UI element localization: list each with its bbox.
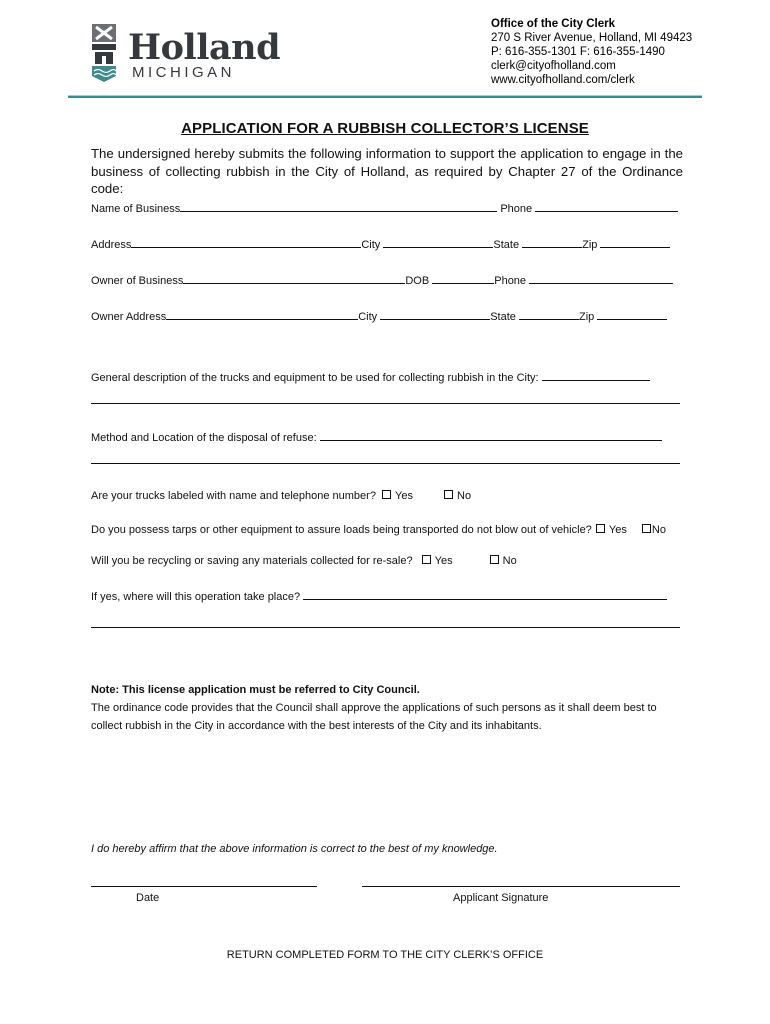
note-text: The ordinance code provides that the Council shall approve the applications of such persons as it shall deem best to collect rubbish in the City in accordance with the best interests of the City and its inhabitants. [91,702,657,732]
owner-address-label: Owner Address [91,311,167,323]
recycling-yes-option[interactable] [422,554,453,568]
city-label: City [361,239,381,251]
business-row [91,200,681,216]
labeled-question: Are your trucks labeled with name and telephone number? [91,490,376,502]
tarps-no-option[interactable] [642,523,666,537]
note-label: Note: This license application must be referred to City Council. [91,684,420,696]
phone-label: Phone [500,203,533,215]
owner-address-row [91,308,681,324]
owner-zip-label: Zip [578,311,595,323]
dob-field[interactable] [432,272,494,284]
owner-of-business-label: Owner of Business [91,275,184,287]
tarps-question: Do you possess tarps or other equipment to assure loads being transported do not blow out of vehicle? [91,524,592,536]
phone-field[interactable] [535,200,678,212]
owner-of-business-field[interactable] [183,272,405,284]
disposal-field[interactable] [320,429,662,441]
recycling-yes-checkbox[interactable] [422,555,431,564]
dob-label: DOB [405,275,430,287]
tarps-yes-label: Yes [608,524,627,536]
state-field[interactable] [522,236,582,248]
logo-wordmark: Holland [128,27,281,68]
recycling-yes-label: Yes [434,555,453,567]
trucks-description-row [91,369,681,385]
owner-city-field[interactable] [380,308,490,320]
where-label: If yes, where will this operation take place? [91,591,301,603]
owner-zip-field[interactable] [597,308,667,320]
owner-phone-label: Phone [494,275,527,287]
owner-city-label: City [358,311,378,323]
office-website[interactable]: www.cityofholland.com/clerk [491,74,635,86]
state-label: State [493,239,520,251]
labeled-no-checkbox[interactable] [444,490,453,499]
labeled-yes-checkbox[interactable] [382,490,391,499]
address-label: Address [91,239,132,251]
footer-instruction: RETURN COMPLETED FORM TO THE CITY CLERK’S OFFICE [226,949,544,961]
labeled-no-label: No [457,490,472,502]
office-address: 270 S River Avenue, Holland, MI 49423 [491,32,693,44]
tarps-yes-checkbox[interactable] [596,524,605,533]
recycling-question-row [91,554,681,568]
name-of-business-label: Name of Business [91,203,181,215]
owner-row [91,272,681,288]
trucks-description-line-2[interactable] [91,403,680,404]
disposal-row [91,429,681,445]
affirmation-text: I do hereby affirm that the above information is correct to the best of my knowledge. [91,843,498,855]
where-field[interactable] [303,588,667,600]
owner-state-label: State [490,311,516,323]
labeled-question-row [91,489,681,503]
city-field[interactable] [383,236,493,248]
form-title: APPLICATION FOR A RUBBISH COLLECTOR’S LICENSE [181,120,589,137]
zip-label: Zip [582,239,598,251]
signature-line[interactable] [362,886,680,887]
zip-field[interactable] [600,236,670,248]
recycling-no-option[interactable] [490,554,517,568]
disposal-line-2[interactable] [91,463,680,464]
labeled-yes-option[interactable] [382,489,413,503]
office-phone-fax: P: 616-355-1301 F: 616-355-1490 [491,46,665,58]
owner-address-field[interactable] [166,308,358,320]
date-line[interactable] [91,886,317,887]
office-contact-block [491,17,692,87]
recycling-no-checkbox[interactable] [490,555,499,564]
office-email[interactable]: clerk@cityofholland.com [491,60,616,72]
trucks-description-field[interactable] [542,369,650,381]
header-divider [68,95,702,98]
tarps-no-label: No [651,524,666,536]
address-field[interactable] [131,236,361,248]
owner-state-field[interactable] [519,308,579,320]
labeled-no-option[interactable] [444,489,471,503]
tarps-question-row [91,523,681,537]
note-block [91,681,691,735]
name-of-business-field[interactable] [180,200,497,212]
intro-paragraph: The undersigned hereby submits the following information to support the application to engage in the business of collecting rubbish in the City of Holland, as required by Chapter 27 of the Ordinance code: [91,146,683,196]
recycling-question: Will you be recycling or saving any materials collected for re-sale? [91,555,413,567]
tarps-yes-option[interactable] [596,523,627,537]
tarps-no-checkbox[interactable] [642,524,651,533]
owner-phone-field[interactable] [529,272,673,284]
recycling-no-label: No [502,555,517,567]
signature-label: Applicant Signature [453,892,549,904]
labeled-yes-label: Yes [395,490,413,502]
logo-subtitle: MICHIGAN [132,64,235,81]
date-label: Date [136,892,160,904]
office-title: Office of the City Clerk [491,18,615,30]
address-row [91,236,681,252]
trucks-description-label: General description of the trucks and equipment to be used for collecting rubbish in the City: [91,372,539,384]
disposal-label: Method and Location of the disposal of refuse: [91,432,317,444]
where-row [91,588,681,604]
where-line-2[interactable] [91,627,680,628]
